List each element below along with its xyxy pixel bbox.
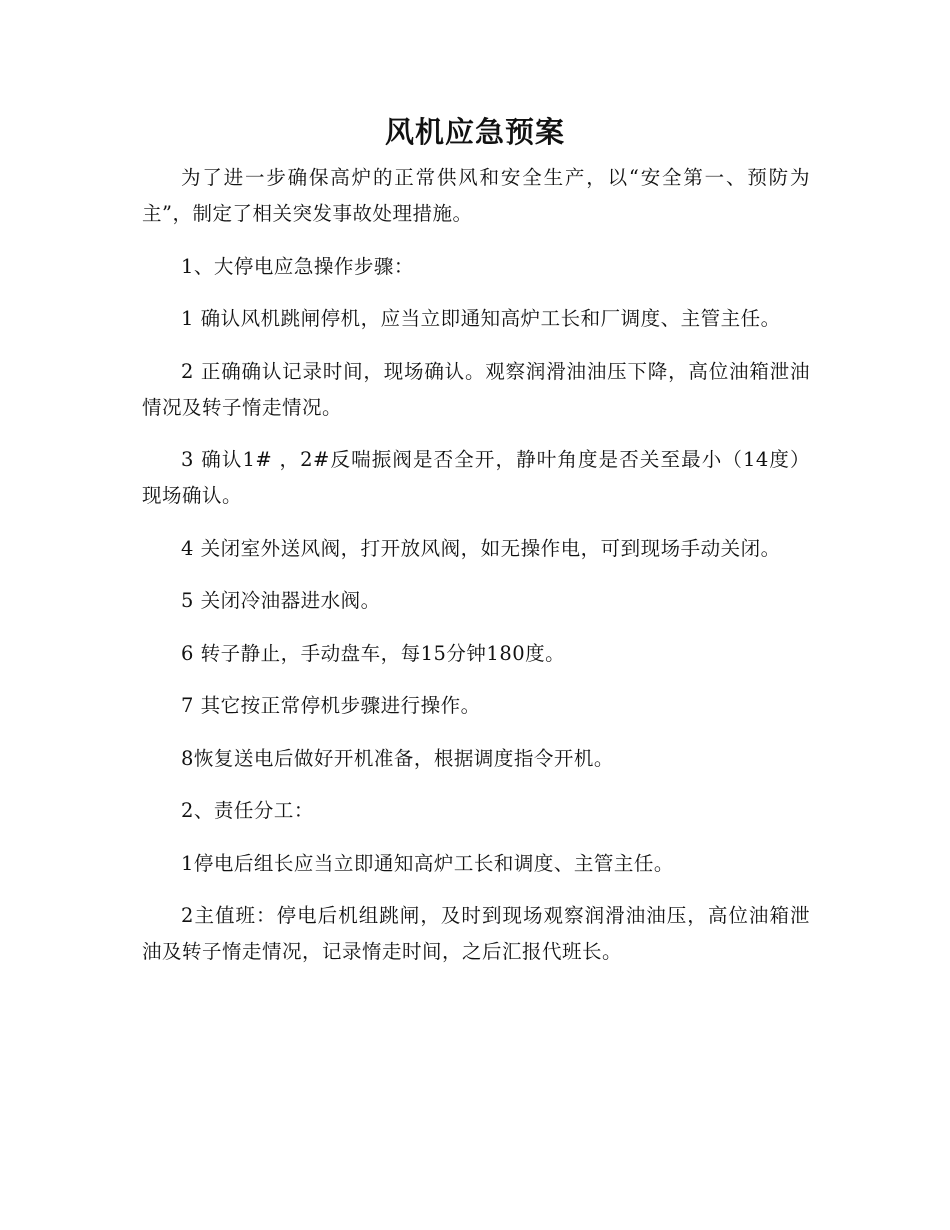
- step-paragraph: 6 转子静止，手动盘车，每15分钟180度。: [181, 641, 566, 665]
- section-heading-power-outage: 1、大停电应急操作步骤：: [181, 254, 414, 278]
- step-paragraph: 2 正确确认记录时间，现场确认。观察润滑油油压下降，高位油箱泄油情况及转子惰走情况。: [142, 359, 810, 419]
- step-paragraph: 4 关闭室外送风阀，打开放风阀，如无操作电，可到现场手动关闭。: [181, 536, 781, 560]
- section-heading-responsibilities: 2、责任分工：: [181, 799, 314, 822]
- paragraph-intro: 为了进一步确保高炉的正常供风和安全生产，以“安全第一、预防为主”，制定了相关突发事故处理措施。: [142, 166, 810, 225]
- document-body: [142, 160, 810, 987]
- step-paragraph: 5 关闭冷油器进水阀。: [181, 589, 381, 612]
- duty-paragraph: 1停电后组长应当立即通知高炉工长和调度、主管主任。: [181, 851, 674, 875]
- step-paragraph: 7 其它按正常停机步骤进行操作。: [181, 694, 481, 717]
- step-paragraph: 3 确认1# ，2#反喘振阀是否全开，静叶角度是否关至最小（14度） 现场确认。: [142, 448, 810, 507]
- document-title: 风机应急预案: [384, 115, 565, 149]
- step-paragraph: 1 确认风机跳闸停机，应当立即通知高炉工长和厂调度、主管主任。: [181, 307, 781, 330]
- duty-paragraph: 2主值班：停电后机组跳闸，及时到现场观察润滑油油压，高位油箱泄油及转子惰走情况，记录惰走时间，之后汇报代班长。: [142, 904, 810, 963]
- step-paragraph: 8恢复送电后做好开机准备，根据调度指令开机。: [181, 746, 614, 770]
